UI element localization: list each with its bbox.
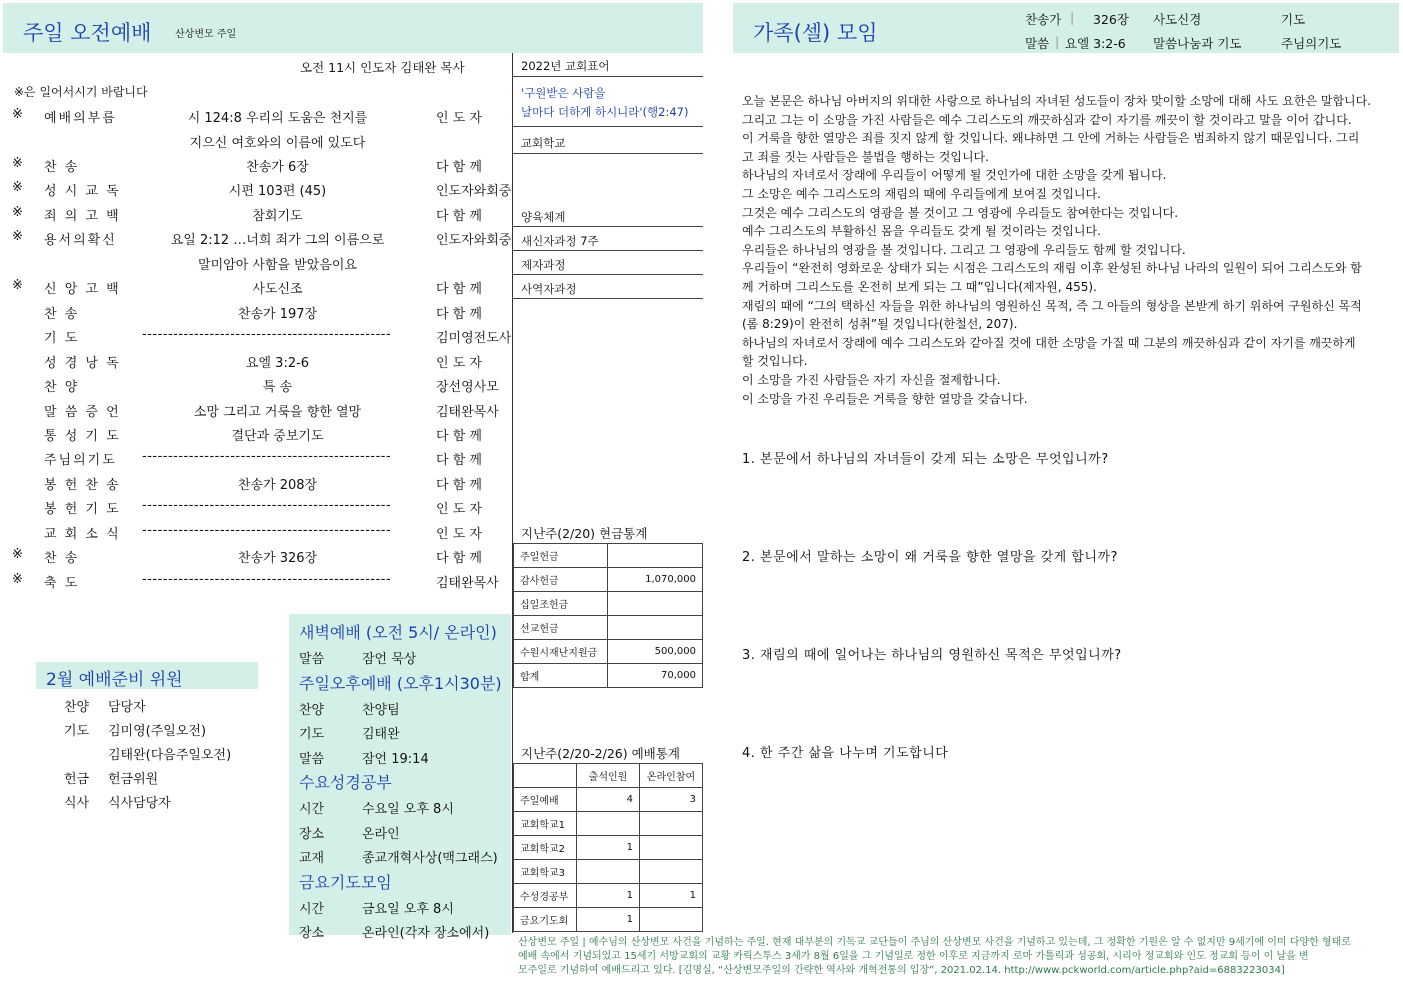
order-item-name: 봉 헌 찬 송 [44, 478, 121, 493]
afternoon-service-title: 주일오후예배 (오후1시30분) [299, 673, 502, 693]
order-item-content: 요일 2:12 …너희 죄가 그의 이름으로 [170, 233, 385, 248]
attendance-row [514, 836, 703, 860]
order-row [0, 130, 515, 152]
offering-label: 합계 [514, 664, 608, 688]
service-leader-info: 오전 11시 인도자 김태완 목사 [300, 60, 465, 75]
order-row [0, 203, 515, 225]
schedule-value: 잠언 묵상 [362, 652, 417, 667]
divider: | [1055, 34, 1060, 49]
divider: | [1070, 10, 1075, 25]
summary-line: 오늘 본문은 하나님 아버지의 위대한 사랑으로 하나님의 자녀된 성도들이 장차 맞이할 소망에 대해 사도 요한은 말합니다. [742, 94, 1372, 108]
schedule-value: 종교개혁사상(맥그래스) [362, 851, 498, 866]
order-item-content: 말미암아 사함을 받았음이요 [198, 258, 357, 273]
summary-line: 그리고 그는 이 소망을 가진 사람들은 예수 그리스도의 깨끗하심과 같이 자기를 깨끗이 할 것이라고 말을 이어 갑니다. [742, 112, 1352, 127]
attendance-row [514, 860, 703, 884]
word-value: 요엘 3:2-6 [1065, 36, 1126, 51]
summary-line: 하나님의 자녀로서 장래에 예수 그리스도와 같아질 것에 대한 소망을 가질 때 그분의 깨끗하심과 같이 자기를 깨끗하게 [742, 335, 1356, 350]
order-item-name: 죄 의 고 백 [44, 209, 121, 224]
order-item-leader: 인 도 자 [436, 502, 482, 517]
order-item-name: 찬 양 [44, 380, 80, 395]
attendance-present: 4 [577, 788, 640, 812]
attendance-title: 지난주(2/20-2/26) 예배통계 [521, 746, 680, 761]
order-item-name: 찬 송 [44, 160, 80, 175]
prep-role: 헌금 [64, 772, 90, 787]
summary-line: 이 거룩을 향한 열망은 죄를 짓지 않게 할 것입니다. 왜냐하면 그 안에 거하는 사람들은 범죄하지 않기 때문입니다. 그리 [742, 131, 1360, 146]
dashed-line: ------------------------------------------------ [142, 449, 392, 464]
stand-marker: ※ [12, 229, 23, 244]
order-item-leader: 다 함 께 [436, 551, 482, 566]
stand-marker: ※ [12, 572, 23, 587]
offering-value [608, 592, 703, 616]
prep-name: 헌금위원 [108, 772, 159, 787]
prep-name: 김미영(주일오전) [108, 724, 207, 739]
attendance-row [514, 908, 703, 932]
stand-marker: ※ [12, 107, 23, 122]
offering-row [514, 640, 703, 664]
schedule-label: 찬양 [299, 702, 325, 718]
order-item-name: 성 시 교 독 [44, 184, 121, 199]
order-item-name: 통 성 기 도 [44, 429, 121, 444]
offering-value [608, 544, 703, 568]
offering-value: 1,070,000 [608, 568, 703, 592]
order-item-name: 용서의확신 [44, 233, 117, 248]
schedule-value: 찬양팀 [362, 702, 400, 718]
hymn-value: 326장 [1093, 12, 1129, 27]
order-item-leader: 인 도 자 [436, 111, 482, 126]
order-item-leader: 다 함 께 [436, 453, 482, 468]
summary-line: 재림의 때에 “그의 택하신 자들을 위한 하나님의 영원하신 목적, 즉 그 아들의 형상을 본받게 하기 위하여 구원하신 목적 [742, 298, 1362, 313]
wednesday-study-title: 수요성경공부 [299, 773, 392, 792]
attendance-online [640, 908, 703, 932]
order-item-leader: 김미영전도사 [436, 331, 512, 346]
footnote-text: 예수님의 산상변모 사건을 기념하는 주일. 현재 대부분의 기독교 교단들이 주님의 산상변모 사건을 기념하고 있는데, 그 정확한 기원은 알 수 없지만 9세기에 이미 다양한 형태로 [588, 937, 1351, 948]
order-item-content: 참회기도 [252, 209, 303, 224]
schedule-value: 금요일 오후 8시 [362, 901, 454, 917]
offering-value: 500,000 [608, 640, 703, 664]
summary-line: 그것은 예수 그리스도의 영광을 볼 것이고 그 영광에 우리들도 참여한다는 것입니다. [742, 205, 1179, 220]
order-row [0, 570, 515, 592]
attendance-header: 온라인참여 [640, 764, 703, 788]
attendance-online [640, 860, 703, 884]
attendance-header-row [514, 764, 703, 788]
summary-line: 께 거하며 그리스도를 온전히 보게 되는 그 때”입니다(제자원, 455). [742, 279, 1097, 294]
footnote-text: 예배 속에서 기념되었고 15세기 서방교회의 교황 카릭스투스 3세가 8월 6일을 그 기념일로 정한 이후로 지금까지 로마 가톨릭과 성공회, 시리아 정교회와 인도 정교회 등이 이 날을 변 [518, 951, 1309, 962]
offering-label: 주일헌금 [514, 544, 608, 568]
footnote-text: 모주일로 기념하여 예배드리고 있다. [김명실, “산상변모주일의 간략한 역사와 개혁전통의 입장”, 2021.02.14. http://www.pckworld.com/article.php?aid=6883223034] [518, 965, 1285, 976]
offering-row [514, 616, 703, 640]
header-right [733, 3, 1399, 53]
offering-title: 지난주(2/20) 현금통계 [521, 526, 648, 541]
order-item-content: 특 송 [262, 380, 293, 395]
hymn-label: 찬송가 [1025, 12, 1062, 27]
order-item-leader: 다 함 께 [436, 478, 482, 493]
prep-role: 식사 [64, 796, 90, 811]
question: 4. 한 주간 삶을 나누며 기도합니다 [742, 746, 949, 761]
friday-prayer-title: 금요기도모임 [299, 872, 392, 892]
dashed-line: ------------------------------------------------ [142, 327, 392, 342]
offering-label: 십일조헌금 [514, 592, 608, 616]
order-item-name: 찬 송 [44, 307, 80, 322]
order-item-leader: 다 함 께 [436, 160, 482, 175]
order-item-leader: 다 함 께 [436, 307, 482, 322]
schedule-value: 수요일 오후 8시 [362, 802, 454, 817]
order-row [0, 447, 515, 469]
order-item-content: 요엘 3:2-6 [245, 356, 310, 371]
order-item-name: 예배의부름 [44, 111, 117, 126]
order-item-leader: 다 함 께 [436, 282, 482, 297]
order-item-name: 말 씀 증 언 [44, 405, 121, 420]
order-item-name: 주님의기도 [44, 453, 117, 468]
prep-role: 기도 [64, 724, 90, 739]
dawn-service-title: 새벽예배 (오전 5시/ 온라인) [299, 623, 497, 642]
order-item-name: 성 경 낭 독 [44, 356, 121, 371]
stand-marker: ※ [12, 547, 23, 562]
order-row [0, 178, 515, 200]
attendance-label: 금요기도회 [514, 908, 577, 932]
order-row [0, 276, 515, 298]
summary-line: 할 것입니다. [742, 354, 808, 369]
order-row [0, 227, 515, 249]
dashed-line: ------------------------------------------------ [142, 498, 392, 513]
order-row [0, 545, 515, 567]
attendance-online [640, 836, 703, 860]
church-school-label: 교회학교 [521, 136, 566, 150]
attendance-online: 3 [640, 788, 703, 812]
summary-line: 하나님의 자녀로서 장래에 우리들이 어떻게 될 것인가에 대한 소망을 갖게 됩니다. [742, 168, 1167, 183]
stand-marker: ※ [12, 180, 23, 195]
schedule-label: 시간 [299, 802, 325, 817]
order-row [0, 154, 515, 176]
schedule-label: 말씀 [299, 751, 325, 767]
stand-marker: ※ [12, 278, 23, 293]
prep-name: 식사담당자 [108, 796, 171, 811]
offering-row [514, 544, 703, 568]
lords-prayer: 주님의기도 [1281, 36, 1342, 51]
summary-line: 고 죄를 짓는 사람들은 불법을 행하는 것입니다. [742, 149, 989, 164]
prep-role: 찬양 [64, 700, 90, 715]
order-item-leader: 인 도 자 [436, 356, 482, 371]
sermon-summary [742, 92, 1390, 408]
motto-line2: 날마다 더하게 하시니라'(행2:47) [521, 105, 689, 119]
offering-table [513, 543, 703, 688]
header-left [3, 3, 703, 53]
offering-value: 70,000 [608, 664, 703, 688]
attendance-row [514, 884, 703, 908]
offering-label: 선교헌금 [514, 616, 608, 640]
order-item-leader: 인 도 자 [436, 527, 482, 542]
order-row [0, 105, 515, 127]
order-item-content: 시편 103편 (45) [228, 184, 327, 199]
attendance-present: 1 [577, 836, 640, 860]
offering-row [514, 592, 703, 616]
prep-name: 김태완(다음주일오전) [108, 748, 232, 763]
question: 2. 본문에서 말하는 소망이 왜 거룩을 향한 열망을 갖게 합니까? [742, 550, 1118, 565]
summary-line: 이 소망을 가진 우리들은 거룩을 향한 열망을 갖습니다. [742, 391, 1028, 406]
schedule-label: 시간 [299, 901, 325, 917]
offering-value [608, 616, 703, 640]
attendance-present: 1 [577, 884, 640, 908]
attendance-label: 교회학교3 [514, 860, 577, 884]
order-item-leader: 인도자와회중 [436, 184, 512, 199]
schedule-value: 김태완 [362, 727, 400, 742]
attendance-present [577, 812, 640, 836]
creed: 사도신경 [1153, 12, 1202, 27]
summary-line: 우리들이 “완전히 영화로운 상태가 되는 시점은 그리스도의 재림 이후 완성된 하나님 나라의 일원이 되어 그리스도와 함 [742, 261, 1362, 276]
attendance-label: 주일예배 [514, 788, 577, 812]
order-row [0, 325, 515, 347]
middle-column [512, 53, 702, 933]
order-item-leader: 김태완목사 [436, 405, 499, 420]
order-row [0, 399, 515, 421]
summary-line: 우리들은 하나님의 영광을 볼 것입니다. 그리고 그 영광에 우리들도 함께 할 것입니다. [742, 242, 1186, 257]
schedule-label: 장소 [299, 826, 325, 842]
summary-line: 이 소망을 가진 사람들은 자기 자신을 절제합니다. [742, 372, 1001, 387]
order-item-leader: 다 함 께 [436, 429, 482, 444]
order-row [0, 301, 515, 323]
order-row [0, 252, 515, 274]
stand-note: ※은 일어서시기 바랍니다 [14, 85, 148, 99]
order-item-name: 교 회 소 식 [44, 527, 121, 542]
footnote-label: 산상변모 주일 | [518, 937, 586, 948]
order-item-content: 시 124:8 우리의 도움은 천지를 [187, 111, 368, 126]
order-item-leader: 김태완목사 [436, 576, 499, 591]
attendance-header: 출석인원 [577, 764, 640, 788]
attendance-table [513, 763, 703, 932]
offering-row [514, 664, 703, 688]
schedule-label: 교재 [299, 851, 325, 866]
order-item-content: 결단과 중보기도 [231, 429, 324, 444]
order-item-content: 찬송가 326장 [237, 551, 318, 566]
order-item-content: 찬송가 6장 [246, 160, 309, 175]
attendance-label: 수성경공부 [514, 884, 577, 908]
nurture-label: 양육체계 [521, 210, 566, 224]
summary-line: (롬 8:29)이 완전히 성취”될 것입니다(한철선, 207). [742, 317, 1018, 332]
order-item-content: 소망 그리고 거룩을 향한 열망 [193, 405, 362, 420]
order-row [0, 423, 515, 445]
order-item-content: 찬송가 208장 [237, 478, 318, 493]
schedule-value: 온라인(각자 장소에서) [362, 926, 490, 941]
service-title: 주일 오전예배 [23, 21, 152, 45]
attendance-row [514, 812, 703, 836]
sharing: 말씀나눔과 기도 [1153, 36, 1242, 51]
attendance-present [577, 860, 640, 884]
nurture-item: 새신자과정 7주 [521, 234, 599, 248]
attendance-present: 1 [577, 908, 640, 932]
attendance-row [514, 788, 703, 812]
attendance-header [514, 764, 577, 788]
order-row [0, 374, 515, 396]
motto-title: 2022년 교회표어 [521, 59, 610, 73]
order-row [0, 496, 515, 518]
prep-committee-title: 2월 예배준비 위원 [36, 662, 258, 689]
question: 1. 본문에서 하나님의 자녀들이 갖게 되는 소망은 무엇입니까? [742, 452, 1109, 467]
schedule-label: 기도 [299, 727, 325, 742]
schedule-label: 장소 [299, 926, 325, 941]
prep-name: 담당자 [108, 700, 146, 715]
word-label: 말씀 [1025, 36, 1050, 51]
attendance-online [640, 812, 703, 836]
order-row [0, 521, 515, 543]
prayer-label: 기도 [1281, 12, 1306, 27]
schedule-value: 잠언 19:14 [362, 751, 429, 767]
order-item-leader: 장선영사모 [436, 380, 499, 395]
motto-line1: '구원받은 사람을 [521, 86, 606, 100]
offering-label: 수원시재난지원금 [514, 640, 608, 664]
order-item-content: 지으신 여호와의 이름에 있도다 [189, 136, 366, 151]
order-item-name: 찬 송 [44, 551, 80, 566]
order-row [0, 472, 515, 494]
order-item-leader: 인도자와회중 [436, 233, 512, 248]
nurture-item: 제자과정 [521, 258, 566, 272]
summary-line: 그 소망은 예수 그리스도의 재림의 때에 우리들에게 보여질 것입니다. [742, 186, 1101, 201]
dashed-line: ------------------------------------------------ [142, 523, 392, 538]
order-item-content: 찬송가 197장 [237, 307, 318, 322]
order-item-leader: 다 함 께 [436, 209, 482, 224]
order-row [0, 350, 515, 372]
question: 3. 재림의 때에 일어나는 하나님의 영원하신 목적은 무엇입니까? [742, 648, 1122, 663]
nurture-item: 사역자과정 [521, 282, 577, 296]
attendance-online: 1 [640, 884, 703, 908]
footnote [518, 936, 1392, 978]
order-item-name: 기 도 [44, 331, 80, 346]
offering-label: 감사헌금 [514, 568, 608, 592]
stand-marker: ※ [12, 156, 23, 171]
offering-row [514, 568, 703, 592]
attendance-label: 교회학교1 [514, 812, 577, 836]
stand-marker: ※ [12, 205, 23, 220]
order-item-content: 사도신조 [252, 282, 303, 297]
schedule-label: 말씀 [299, 652, 325, 667]
dashed-line: ------------------------------------------------ [142, 572, 392, 587]
service-subtitle: 산상변모 주일 [175, 29, 237, 40]
schedule-box [289, 614, 511, 941]
summary-line: 예수 그리스도의 부활하신 몸을 우리들도 갖게 될 것이라는 것입니다. [742, 224, 1101, 239]
order-item-name: 봉 헌 기 도 [44, 502, 121, 517]
order-item-name: 신 앙 고 백 [44, 282, 121, 297]
attendance-label: 교회학교2 [514, 836, 577, 860]
cell-meeting-title: 가족(셀) 모임 [753, 21, 878, 45]
order-item-name: 축 도 [44, 576, 80, 591]
schedule-value: 온라인 [362, 826, 400, 842]
